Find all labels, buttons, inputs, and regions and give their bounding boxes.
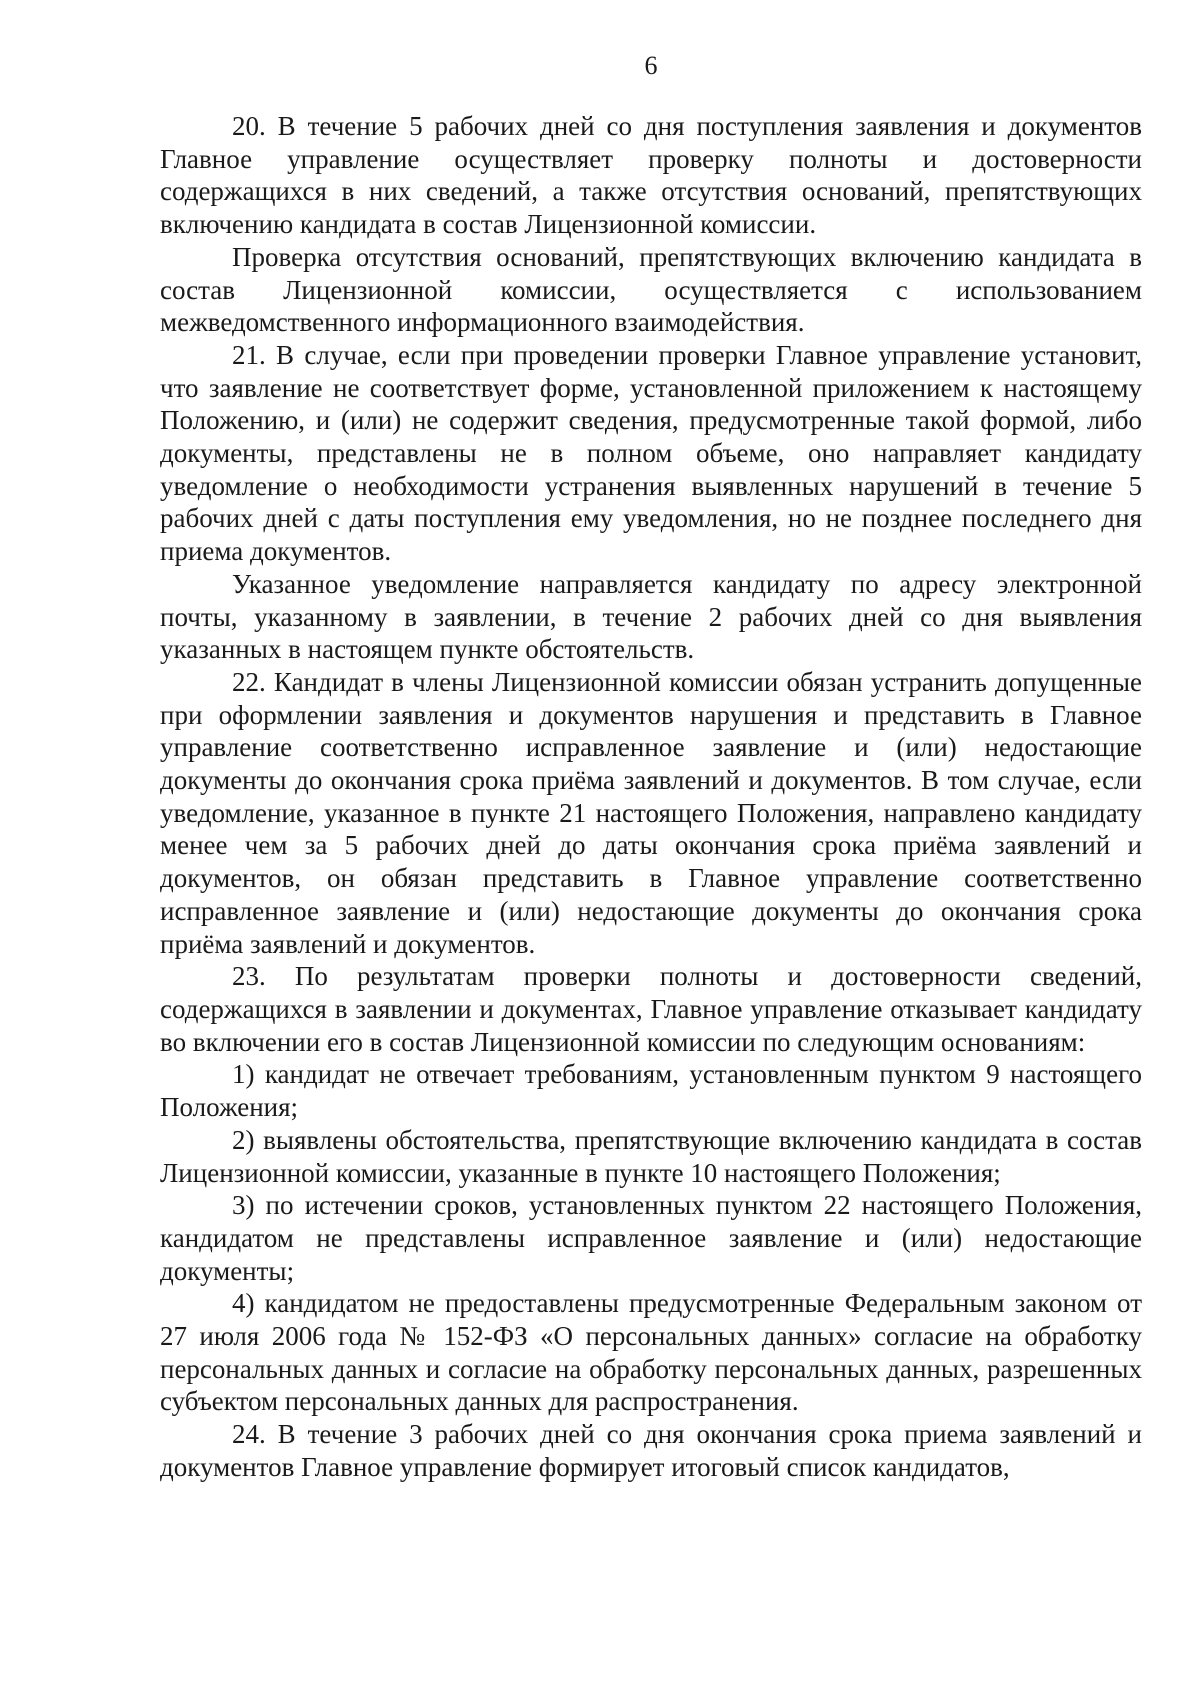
document-body — [160, 110, 1142, 1484]
paragraph-24: 24. В течение 3 рабочих дней со дня окончания срока приема заявлений и документов Главное управление формирует итоговый список кандидатов, — [160, 1419, 1142, 1482]
list-item-1: 1) кандидат не отвечает требованиям, установленным пунктом 9 настоящего Положения; — [160, 1059, 1142, 1123]
paragraph-20-verification: Проверка отсутствия оснований, препятствующих включению кандидата в состав Лицензионной комиссии, осуществляется с использованием межведомственного информационного взаимодействия. — [160, 241, 1142, 338]
list-item-2: 2) выявлены обстоятельства, препятствующие включению кандидата в состав Лицензионной комиссии, указанные в пункте 10 настоящего Положения; — [160, 1124, 1142, 1188]
paragraph-23: 23. По результатам проверки полноты и достоверности сведений, содержащихся в заявлении и документах, Главное управление отказывает кандидату во включении его в состав Лицензионной комиссии по следующим основаниям: — [160, 961, 1142, 1057]
list-item-4: 4) кандидатом не предоставлены предусмотренные Федеральным законом от 27 июля 2006 года № 152-ФЗ «О персональных данных» согласие на обработку персональных данных и согласие на обработку персональных данных, разрешенных субъектом персональных данных для распространения. — [160, 1288, 1142, 1417]
paragraph-20: 20. В течение 5 рабочих дней со дня поступления заявления и документов Главное управление осуществляет проверку полноты и достоверности содержащихся в них сведений, а также отсутствия оснований, препятствующих включению кандидата в состав Лицензионной комиссии. — [160, 111, 1142, 240]
paragraph-22: 22. Кандидат в члены Лицензионной комиссии обязан устранить допущенные при оформлении заявления и документов нарушения и представить в Главное управление соответственно исправленное заявление и (или) недостающие документы до окончания срока приёма заявлений и документов. В том случае, если уведомление, указанное в пункте 21 настоящего Положения, направлено кандидату менее чем за 5 рабочих дней до даты окончания срока приёма заявлений и документов, он обязан представить в Главное управление соответственно исправленное заявление и (или) недостающие документы до окончания срока приёма заявлений и документов. — [160, 666, 1142, 959]
paragraph-21-notification: Указанное уведомление направляется кандидату по адресу электронной почты, указанному в заявлении, в течение 2 рабочих дней со дня выявления указанных в настоящем пункте обстоятельств. — [160, 568, 1142, 665]
list-item-3: 3) по истечении сроков, установленных пунктом 22 настоящего Положения, кандидатом не представлены исправленное заявление и (или) недостающие документы; — [160, 1190, 1142, 1286]
paragraph-21: 21. В случае, если при проведении проверки Главное управление установит, что заявление не соответствует форме, установленной приложением к настоящему Положению, и (или) не содержит сведения, предусмотренные такой формой, либо документы, представлены не в полном объеме, оно направляет кандидату уведомление о необходимости устранения выявленных нарушений в течение 5 рабочих дней с даты поступления ему уведомления, но не позднее последнего дня приема документов. — [160, 339, 1142, 567]
page-number: 6 — [644, 51, 658, 80]
